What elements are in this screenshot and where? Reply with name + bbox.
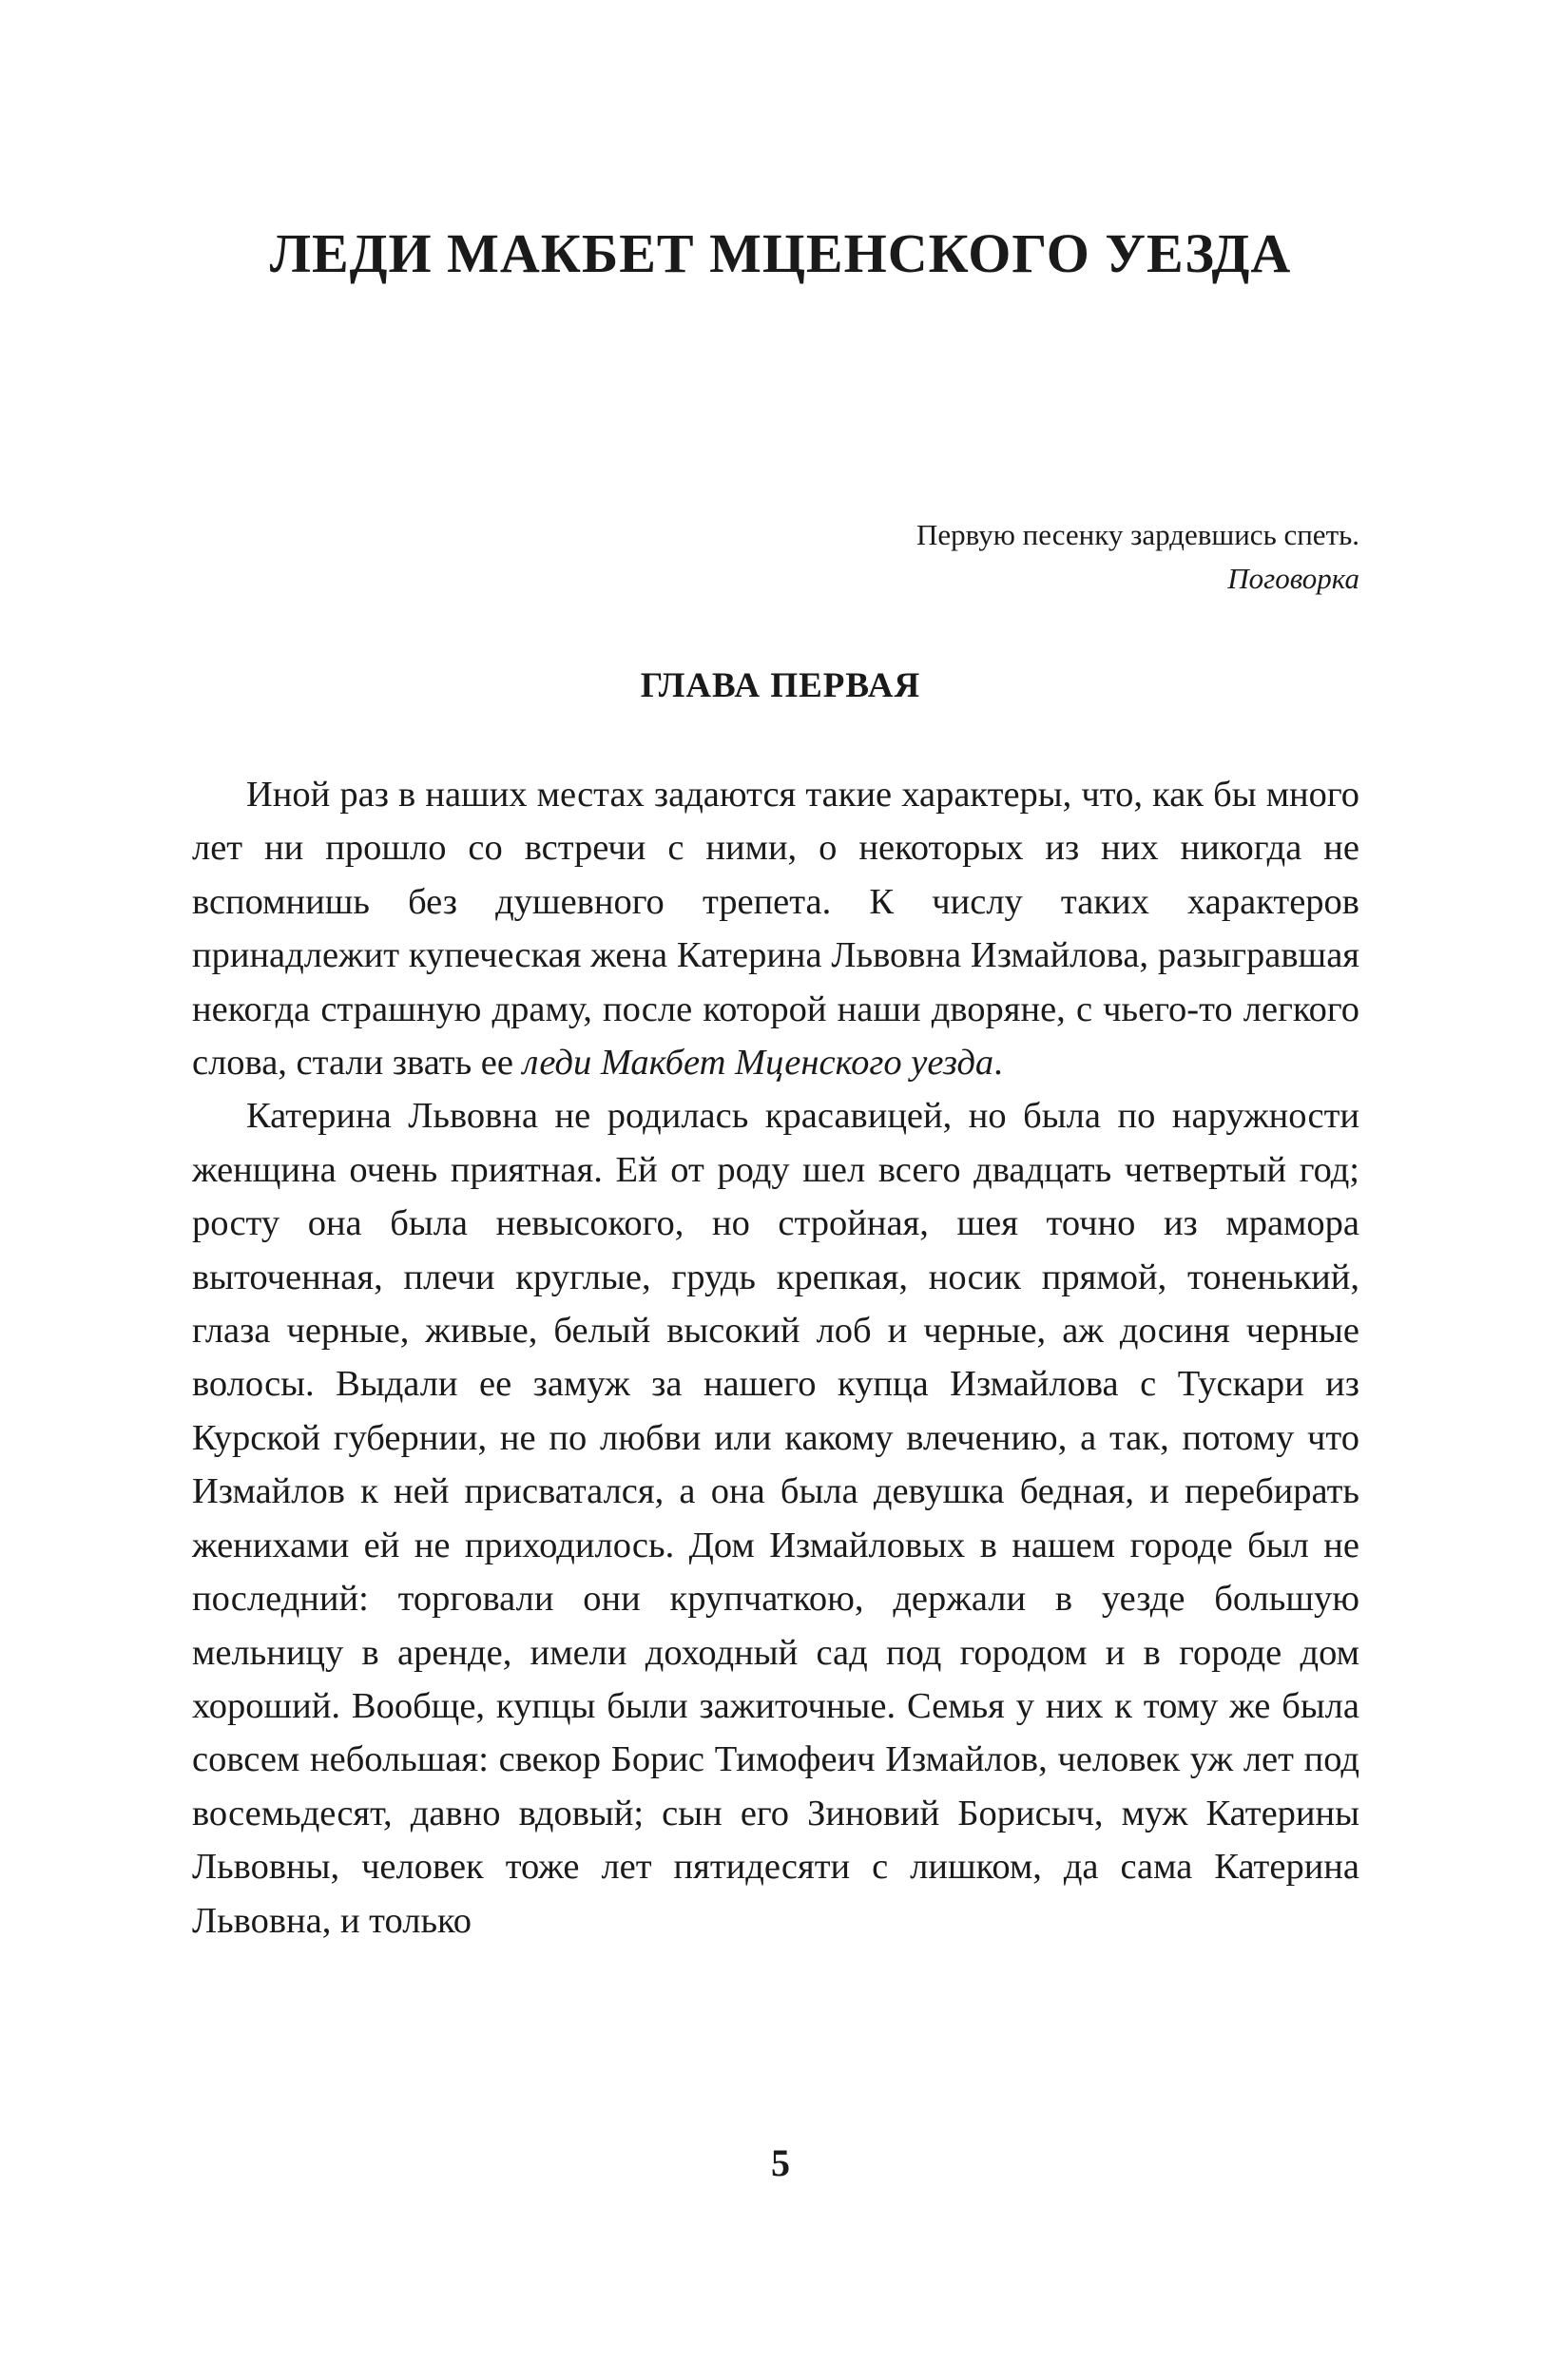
paragraph-2: Катерина Львовна не родилась красавицей, но была по наружности женщина очень приятная. Ей от роду шел всего двадцать четвертый год; росту она была невысокого, но стройная, шея точно из мрамора выточенная, плечи круглые, грудь крепкая, носик прямой, тоненький, глаза черные, живые, белый высокий лоб и черные, аж досиня черные волосы. Выдали ее замуж за нашего купца Измайлова с Тускари из Курской губернии, не по любви или какому влечению, а так, потому что Измайлов к ней присватался, а она была девушка бедная, и перебирать женихами ей не приходилось. Дом Измайловых в нашем городе был не последний: торговали они крупчаткою, держали в уезде большую мельницу в аренде, имели доходный сад под городом и в городе дом хороший. Вообще, купцы были зажиточные. Семья у них к тому же была совсем небольшая: свекор Борис Тимофеич Измайлов, человек уж лет под восемьдесят, давно вдовый; сын его Зиновий Борисыч, муж Катерины Львовны, человек тоже лет пятидесяти с лишком, да сама Катерина Львовна, и только	[192, 1096, 1359, 1941]
epigraph-source: Поговорка	[1227, 562, 1359, 595]
paragraph-1-italic: леди Макбет Мценского уезда	[522, 1043, 994, 1084]
paragraph-1	[192, 768, 1359, 1089]
paragraph-1-text: Иной раз в наших местах задаются такие характеры, что, как бы много лет ни прошло со встречи с ними, о некоторых из них никогда не вспомнишь без душевного трепета. К числу таких характеров принадлежит купеческая жена Катерина Львовна Измайлова, разыгравшая некогда страшную драму, после которой наши дворяне, с чьего-то легкого слова, стали звать ее	[192, 775, 1359, 1084]
page-number: 5	[771, 2141, 790, 2184]
body-text	[192, 768, 1359, 1948]
epigraph	[916, 513, 1359, 601]
book-title: ЛЕДИ МАКБЕТ МЦЕНСКОГО УЕЗДА	[269, 222, 1292, 284]
chapter-heading: ГЛАВА ПЕРВАЯ	[640, 666, 921, 705]
paragraph-1-end: .	[993, 1043, 1003, 1084]
epigraph-text: Первую песенку зардевшись спеть.	[915, 518, 1359, 551]
